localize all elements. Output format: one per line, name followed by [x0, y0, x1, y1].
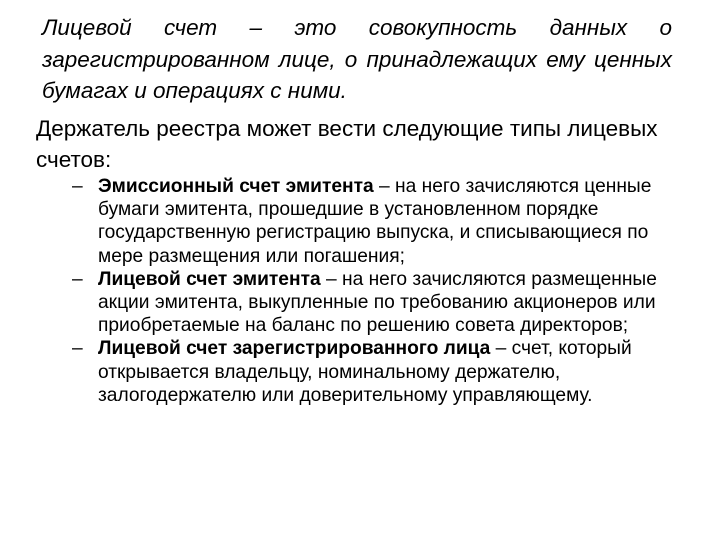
account-type-description: – на него зачисляются ценные бумаги эмитента, прошедшие в установленном порядке государственную регистрацию выпуска, и списывающиеся по мере размещения или погашения;: [98, 176, 652, 267]
account-type-item: [72, 337, 682, 407]
intro-paragraph: Держатель реестра может вести следующие типы лицевых счетов:: [36, 116, 658, 172]
account-type-item: [72, 268, 682, 338]
account-type-term: Лицевой счет эмитента: [98, 268, 321, 290]
account-type-description: – счет, который открывается владельцу, номинальному держателю, залогодержателю или доверительному управляющему.: [98, 338, 632, 406]
account-type-description: – на него зачисляются размещенные акции эмитента, выкупленные по требованию акционеров или приобретаемые на баланс по решению совета директоров;: [98, 268, 657, 337]
account-type-term: Эмиссионный счет эмитента: [98, 176, 374, 197]
account-types-list: [72, 175, 682, 407]
account-type-item: [72, 175, 682, 268]
definition-paragraph: Лицевой счет – это совокупность данных о зарегистрированном лице, о принадлежащих ему ценных бумагах и операциях с ними.: [42, 15, 672, 103]
dash-bullet: –: [72, 268, 83, 290]
account-type-term: Лицевой счет зарегистрированного лица: [98, 338, 491, 360]
dash-bullet: –: [72, 176, 83, 197]
dash-bullet: –: [72, 338, 83, 360]
